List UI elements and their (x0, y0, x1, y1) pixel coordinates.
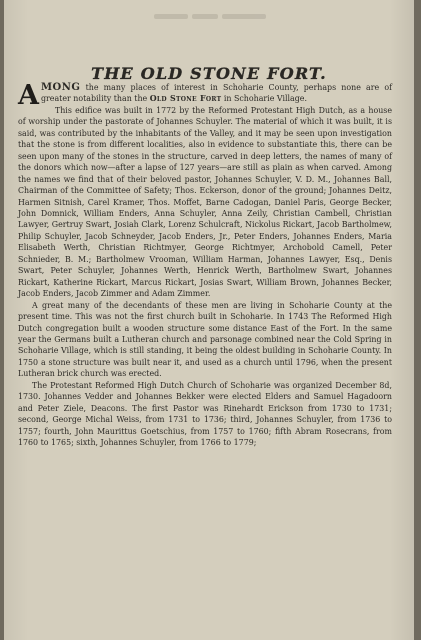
paragraph-1-tail: in Schoharie Village. (221, 94, 307, 104)
paragraph-2: This edifice was built in 1772 by the Reformed Protestant High Dutch, as a house of worship under the pastorate of Johannes Schuyler. The material of which it was built, it is said, was contributed by the inhabitants of the Valley, and it may be seen upon investigation that the stone is from different localities, also in evidence to substantiate this, there can be seen upon many of the stones in the structure, carved in deep letters, the names of many of the donors which now—after a lapse of 127 years—are still as plain as when carved. Among the names we find that of their beloved pastor, Johannes Schuyler, V. D. M., Johannes Ball, Chairman of the Committee of Safety; Thos. Eckerson, donor of the ground; Johannes Deitz, Harmen Sitnish, Carel Kramer, Thos. Moffet, Barne Cadogan, Daniel Paris, George Becker, John Domnick, William Enders, Anna Schuyler, Anna Zeily, Christian Cambell, Christian Lawyer, Gertruy Swart, Josiah Clark, Lorenz Schulcraft, Nickolus Rickart, Jacob Bartholmew, Philip Schuyler, Jacob Schneyder, Jacob Enders, Jr., Peter Enders, Johannes Enders, Maria Elisabeth Werth, Christian Richtmyer, George Richtmyer, Archobold Camell, Peter Schnieder, B. M.; Bartholmew Vrooman, William Harman, Johannes Lawyer, Esq., Denis Swart, Peter Schuyler, Johannes Werth, Henrick Werth, Bartholmew Swart, Johannes Rickart, Katherine Rickart, Marcus Rickart, Josias Swart, William Brown, Johannes Becker, Jacob Enders, Jacob Zimmer and Adam Zimmer. (18, 105, 392, 299)
book-page (4, 0, 414, 640)
paragraph-3: A great many of the decendants of these men are living in Schoharie County at the present time. This was not the first church built in Schoharie. In 1743 The Reformed High Dutch congregation built a wooden structure some distance East of the Fort. In the same year the Germans built a Lutheran church and parsonage combined near the Cold Spring in Schoharie Village, which is still standing, it being the oldest building in Schoharie County. In 1750 a stone structure was built near it, and used as a church until 1796, when the present Lutheran brick church was erected. (18, 300, 392, 379)
drop-cap: A (18, 80, 39, 111)
paragraph-1-text: the many places of interest in Schoharie County, perhaps none are of greater notability than the (40, 83, 392, 104)
page-title: THE OLD STONE FORT. (91, 64, 327, 83)
article-body (18, 82, 392, 449)
faint-running-header (154, 4, 274, 13)
paragraph-4: The Protestant Reformed High Dutch Church of Schoharie was organized December 8d, 1730. Johannes Vedder and Johannes Bekker were elected Elders and Samuel Hagadoorn and Peter Ziele, Deacons. The first Pastor was Rinehardt Erickson from 1730 to 1731; second, George Michal Weiss, from 1731 to 1736; third, Johannes Schuyler, from 1736 to 1757; fourth, John Maurittus Goetschius, from 1757 to 1760; fifth Abram Rosecrans, from 1760 to 1765; sixth, Johannes Schuyler, from 1766 to 1779; (18, 380, 392, 448)
old-stone-fort-name: Old Stone Fort (149, 94, 222, 104)
lead-word-rest: MONG (40, 82, 81, 93)
paragraph-1 (18, 80, 392, 111)
